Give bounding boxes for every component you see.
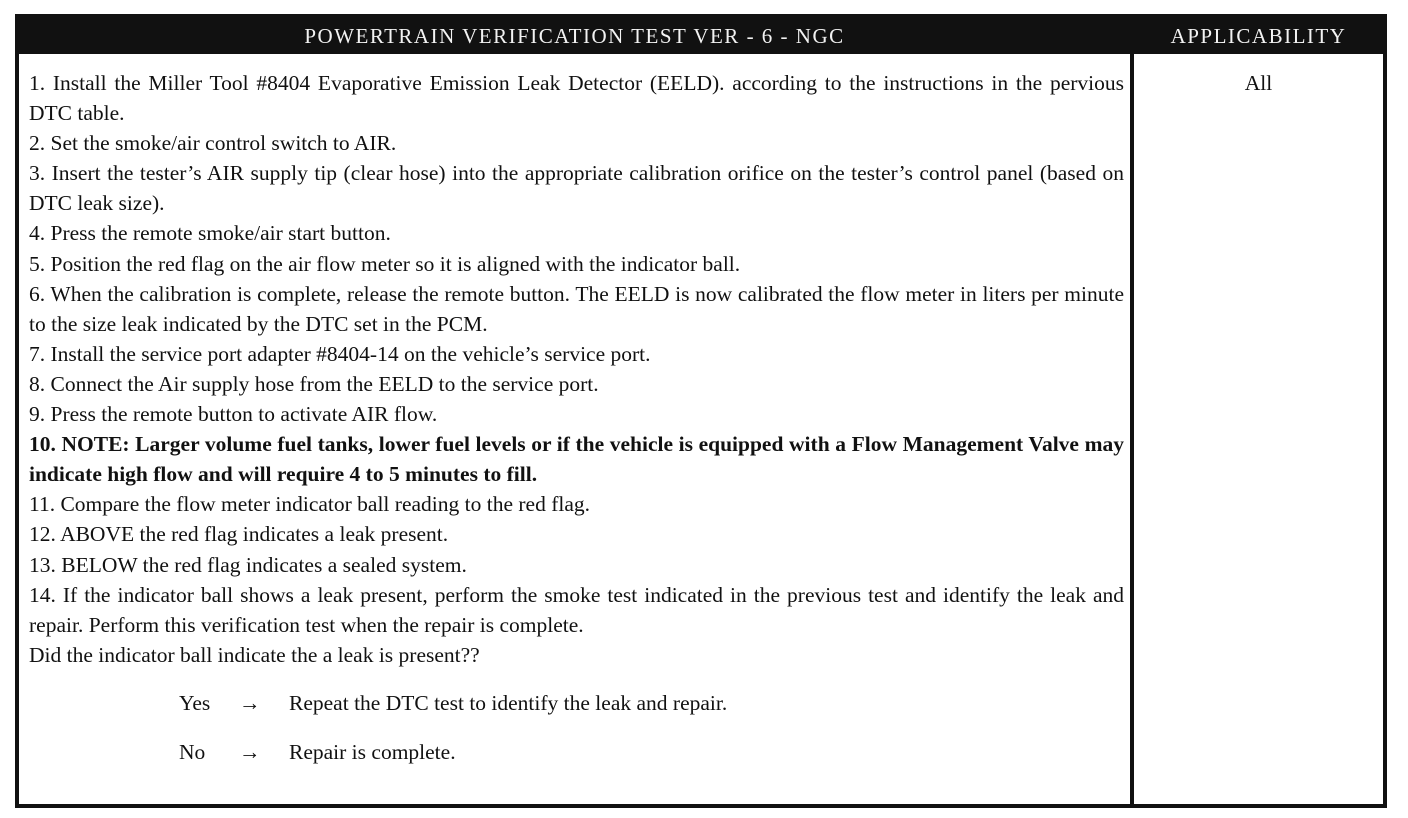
step-5: 5. Position the red flag on the air flow meter so it is aligned with the indicator ball. (29, 251, 741, 276)
applicability-header: APPLICABILITY (1170, 24, 1347, 48)
right-arrow-icon: → (239, 739, 261, 764)
step-1: 1. Install the Miller Tool #8404 Evaporative Emission Leak Detector (EELD). according to the instructions in the pervious DTC table. (29, 71, 1124, 126)
step-4: 4. Press the remote smoke/air start button. (29, 221, 391, 246)
answer-yes-label: Yes (179, 690, 211, 715)
step-9: 9. Press the remote button to activate AIR flow. (29, 402, 438, 427)
step-12: 12. ABOVE the red flag indicates a leak present. (29, 522, 449, 547)
question: Did the indicator ball indicate the a leak is present?? (29, 642, 480, 667)
table-header (19, 18, 1383, 54)
answer-no-label: No (179, 739, 206, 764)
answer-list (29, 688, 1124, 786)
applicability-value: All (1244, 71, 1273, 95)
step-6: 6. When the calibration is complete, release the remote button. The EELD is now calibrated the flow meter in liters per minute to the size leak indicated by the DTC set in the PCM. (29, 281, 1124, 336)
step-11: 11. Compare the flow meter indicator ball reading to the red flag. (29, 492, 590, 517)
test-title: POWERTRAIN VERIFICATION TEST VER - 6 - NGC (304, 24, 845, 48)
step-7: 7. Install the service port adapter #8404-14 on the vehicle’s service port. (29, 341, 651, 366)
verification-test-table (15, 14, 1387, 808)
step-8: 8. Connect the Air supply hose from the EELD to the service port. (29, 371, 599, 396)
test-procedure (29, 68, 1124, 786)
right-arrow-icon: → (239, 690, 261, 715)
step-10-note: 10. NOTE: Larger volume fuel tanks, lower fuel levels or if the vehicle is equipped with a Flow Management Valve may indicate high flow and will require 4 to 5 minutes to fill. (29, 432, 1124, 487)
step-14: 14. If the indicator ball shows a leak present, perform the smoke test indicated in the previous test and identify the leak and repair. Perform this verification test when the repair is complete. (29, 582, 1124, 637)
step-13: 13. BELOW the red flag indicates a sealed system. (29, 552, 467, 577)
answer-no-text: Repair is complete. (289, 739, 456, 764)
answer-no (29, 737, 1124, 786)
answer-yes-text: Repeat the DTC test to identify the leak and repair. (289, 690, 728, 715)
step-2: 2. Set the smoke/air control switch to AIR. (29, 131, 397, 156)
column-divider (1130, 18, 1134, 804)
step-3: 3. Insert the tester’s AIR supply tip (clear hose) into the appropriate calibration orifice on the tester’s control panel (based on DTC leak size). (29, 161, 1124, 216)
answer-yes (29, 688, 1124, 737)
